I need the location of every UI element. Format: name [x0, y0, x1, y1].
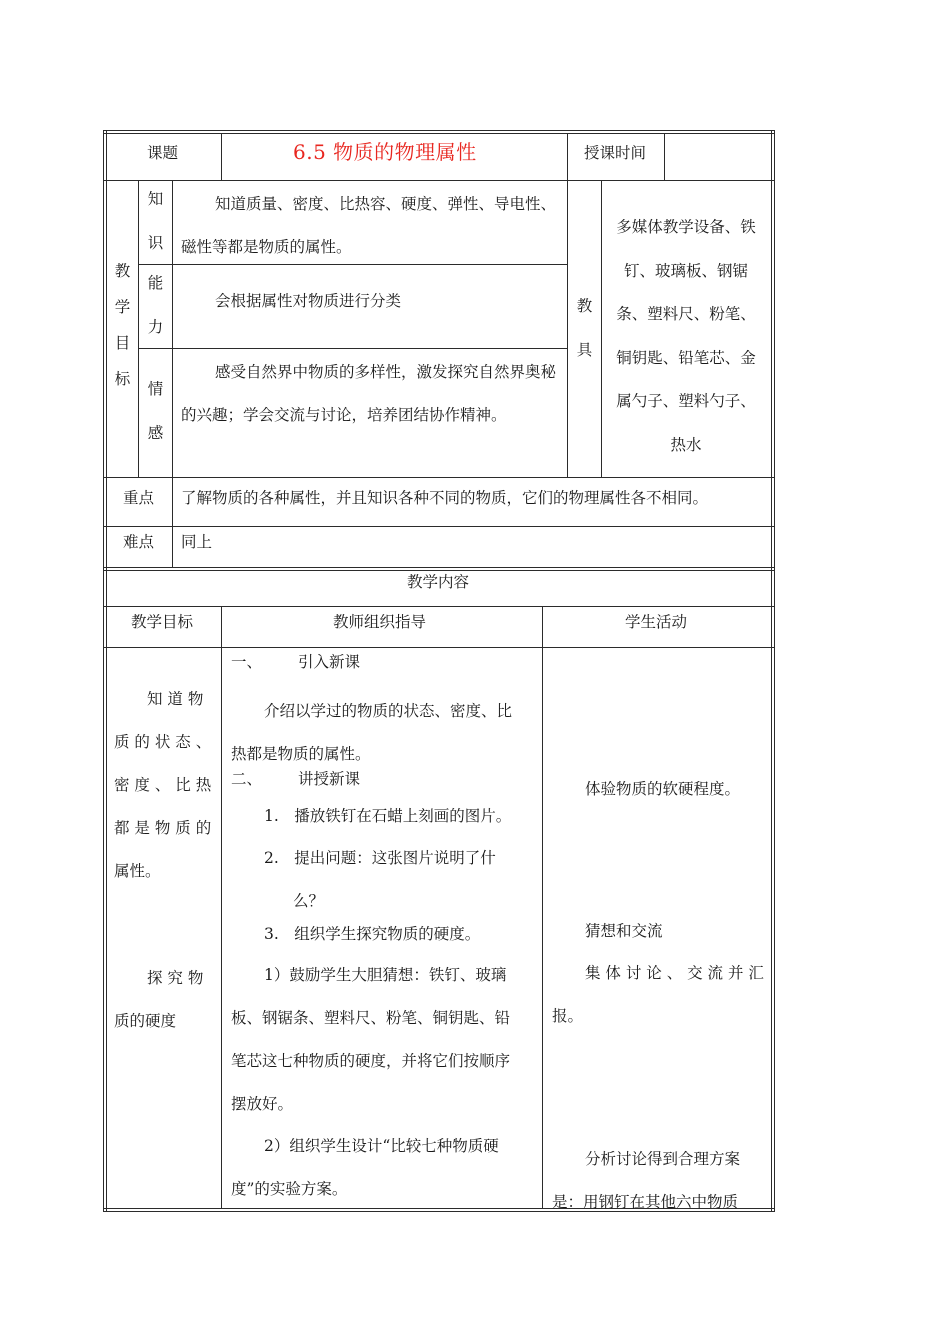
knowledge-label: 知 识	[147, 190, 164, 252]
emotion-label: 情 感	[147, 380, 164, 442]
knowledge-text: 知道质量、密度、比热容、硬度、弹性、导电性、磁性等都是物质的属性。	[181, 195, 557, 256]
header-goal: 教学目标	[131, 613, 194, 631]
ability-text: 会根据属性对物质进行分类	[215, 292, 402, 310]
student-activity-1: 体验物质的软硬程度。	[585, 780, 741, 798]
time-label: 授课时间	[584, 144, 647, 162]
student-activity-4: 分析讨论得到合理方案 是：用钢钉在其他六中物质	[552, 1150, 741, 1211]
sub-item-1: 1）鼓励学生大胆猜想：铁钉、玻璃 板、钢锯条、塑料尺、粉笔、铜钥匙、铅 笔芯这七种物质的硬度，并将它们按顺序 摆放好。	[231, 966, 511, 1113]
tools-label: 教 具	[576, 297, 593, 359]
difficult-point-label: 难点	[123, 533, 155, 551]
topic-label: 课题	[147, 144, 179, 162]
intro-text: 介绍以学过的物质的状态、密度、比 热都是物质的属性。	[231, 702, 513, 763]
content-section-title: 教学内容	[407, 573, 470, 591]
header-student: 学生活动	[625, 613, 688, 631]
key-point-text: 了解物质的各种属性，并且知识各种不同的物质，它们的物理属性各不相同。	[181, 489, 709, 507]
difficult-point-text: 同上	[181, 533, 213, 551]
section-1-number: 一、	[231, 653, 263, 671]
student-activity-3: 集 体 讨 论 、 交 流 并 汇 报。	[552, 964, 764, 1025]
item-3: 3. 组织学生探究物质的硬度。	[264, 925, 481, 943]
goal-2: 探 究 物 质的硬度	[114, 969, 204, 1030]
ability-label: 能 力	[147, 274, 164, 336]
section-1-title: 引入新课	[298, 653, 361, 671]
sub-item-2: 2）组织学生设计“比较七种物质硬 度”的实验方案。	[231, 1137, 499, 1198]
student-activity-2: 猜想和交流	[585, 922, 663, 940]
item-2: 2. 提出问题：这张图片说明了什 么？	[264, 849, 496, 910]
header-teacher: 教师组织指导	[333, 613, 427, 631]
tools-list: 多媒体教学设备、铁 钉、玻璃板、钢锯 条、塑料尺、粉笔、 铜钥匙、铅笔芯、金 属勺子、塑料勺子、 热水	[616, 218, 756, 454]
objectives-group-label: 教 学 目 标	[114, 262, 131, 388]
key-point-label: 重点	[123, 489, 155, 507]
section-2-number: 二、	[231, 770, 263, 788]
item-1: 1. 播放铁钉在石蜡上刻画的图片。	[264, 807, 512, 825]
section-2-title: 讲授新课	[298, 770, 361, 788]
goal-1: 知 道 物 质 的 状 态 、 密 度 、 比 热 都 是 物 质 的 属性。	[114, 690, 212, 880]
emotion-text: 感受自然界中物质的多样性，激发探究自然界奥秘的兴趣；学会交流与讨论，培养团结协作精神。	[181, 363, 557, 424]
lesson-title: 6.5 物质的物理属性	[293, 140, 477, 164]
